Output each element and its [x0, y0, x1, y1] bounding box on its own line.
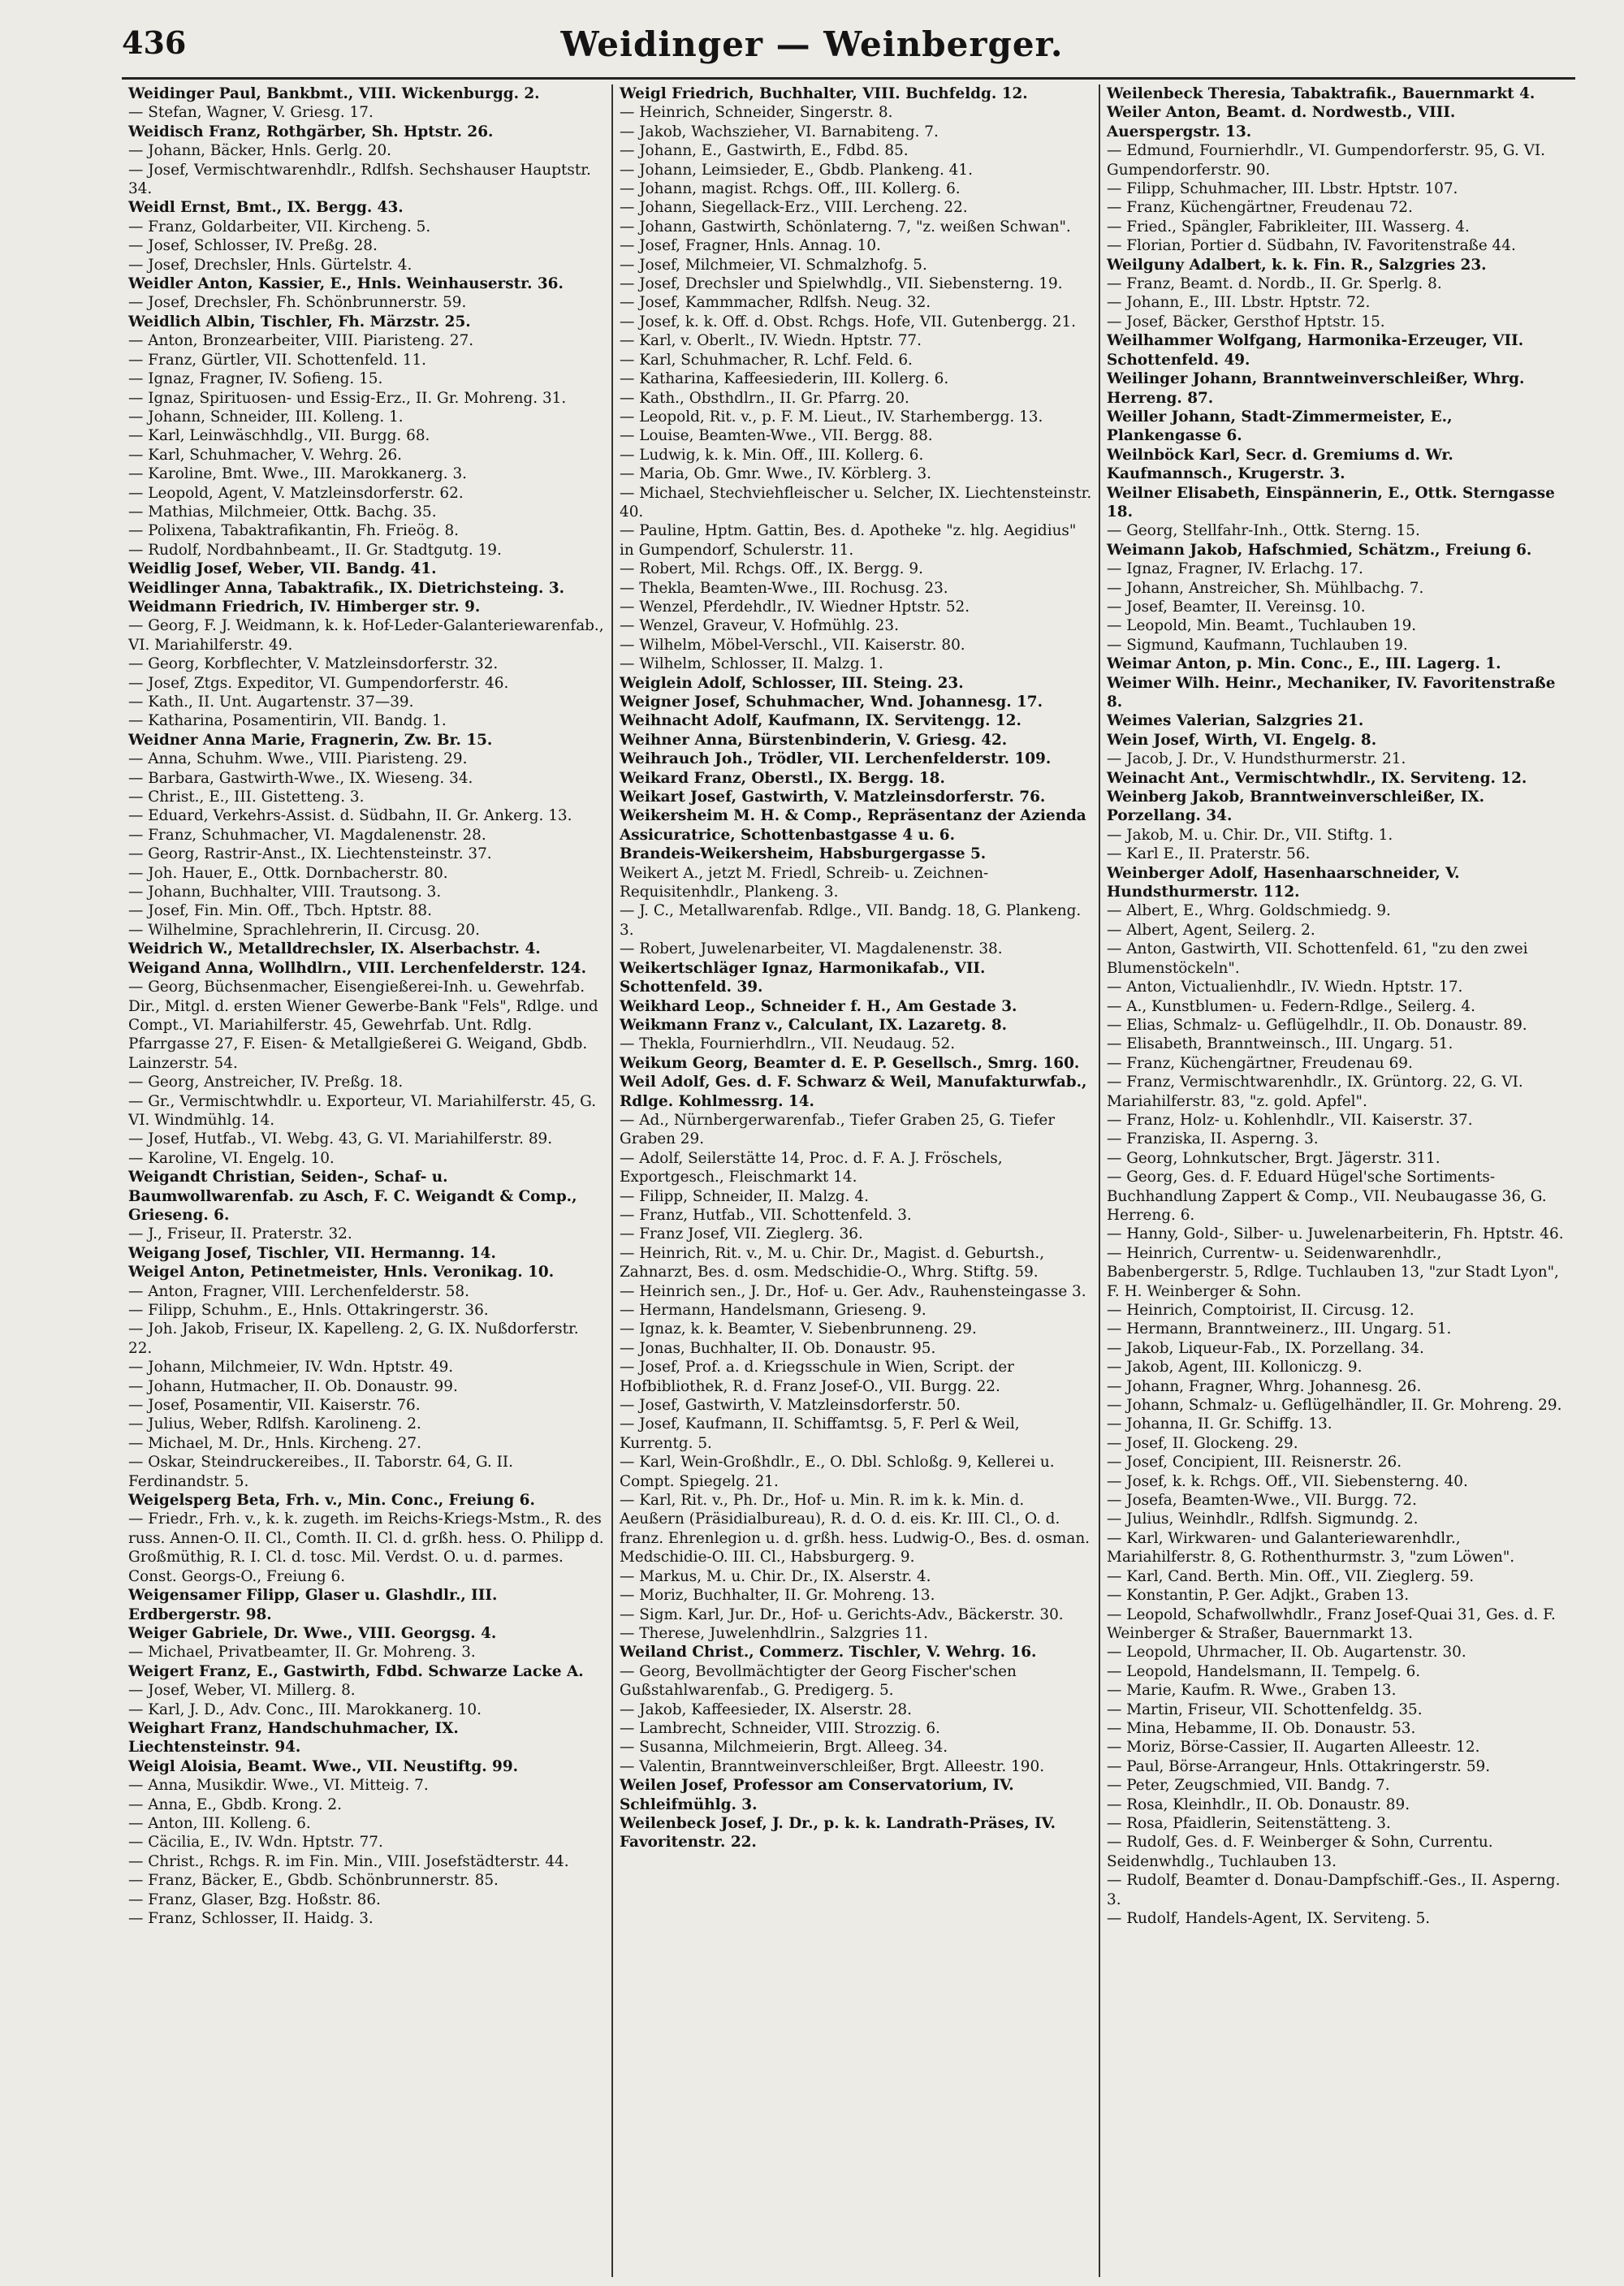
directory-entry: — Franz, Holz- u. Kohlenhdlr., VII. Kaiserstr. 37.: [1107, 1111, 1473, 1129]
directory-entry: — Konstantin, P. Ger. Adjkt., Graben 13.: [1107, 1587, 1410, 1605]
page-number: 436: [122, 24, 187, 61]
directory-entry: — Karl, Schuhmacher, R. Lchf. Feld. 6.: [620, 351, 913, 369]
directory-entry: — Jakob, Liqueur-Fab., IX. Porzellang. 34.: [1107, 1339, 1424, 1357]
directory-entry: — Franz, Glaser, Bzg. Hoßstr. 86.: [128, 1891, 381, 1908]
directory-entry-head: Weigl Friedrich, Buchhalter, VIII. Buchfeldg. 12.: [620, 85, 1028, 102]
directory-entry: — Josef, Bäcker, Gersthof Hptstr. 15.: [1107, 313, 1385, 331]
directory-entry: — Hermann, Handelsmann, Grieseng. 9.: [620, 1302, 926, 1319]
directory-entry: — Susanna, Milchmeierin, Brgt. Alleeg. 34.: [620, 1739, 948, 1757]
directory-entry-head: Weinberg Jakob, Branntweinverschleißer, IX. Porzellang. 34.: [1107, 789, 1490, 825]
directory-entry: — Johanna, II. Gr. Schiffg. 13.: [1107, 1415, 1332, 1433]
directory-entry: — Franz, Vermischtwarenhdlr., IX. Grüntorg. 22, G. VI. Mariahilferstr. 83, "z. gold. Apfel".: [1107, 1074, 1528, 1110]
directory-entry: — Florian, Portier d. Südbahn, IV. Favoritenstraße 44.: [1107, 237, 1516, 255]
directory-entry-head: Weiler Anton, Beamt. d. Nordwestb., VIII. Auerspergstr. 13.: [1107, 104, 1461, 140]
directory-entry: — Georg, Lohnkutscher, Brgt. Jägerstr. 311.: [1107, 1149, 1440, 1167]
directory-entry: — Ignaz, Fragner, IV. Sofieng. 15.: [128, 370, 383, 388]
directory-entry-head: Weiger Gabriele, Dr. Wwe., VIII. Georgsg. 4.: [128, 1624, 497, 1642]
directory-entry: — Franz, Schlosser, II. Haidg. 3.: [128, 1910, 374, 1927]
directory-entry: — Georg, Bevollmächtigter der Georg Fischer'schen Gußstahlwarenfab., G. Predigerg. 5.: [620, 1662, 1021, 1700]
directory-entry: — Josef, Drechsler, Fh. Schönbrunnerstr. 59.: [128, 294, 467, 312]
directory-entry-head: Wein Josef, Wirth, VI. Engelg. 8.: [1107, 731, 1377, 749]
directory-entry-head: Weidlich Albin, Tischler, Fh. Märzstr. 25.: [128, 313, 471, 331]
directory-entry-head: Weimar Anton, p. Min. Conc., E., III. Lagerg. 1.: [1107, 655, 1501, 673]
directory-entry-head: Weidler Anton, Kassier, E., Hnls. Weinhauserstr. 36.: [128, 275, 564, 293]
directory-entry: — Jacob, J. Dr., V. Hundsthurmerstr. 21.: [1107, 750, 1406, 768]
directory-entry: — Franz, Goldarbeiter, VII. Kircheng. 5.: [128, 218, 431, 236]
directory-entry: — Rudolf, Handels-Agent, IX. Serviteng. 5.: [1107, 1910, 1431, 1927]
directory-entry: — Anton, Gastwirth, VII. Schottenfeld. 61, "zu den zwei Blumenstöckeln".: [1107, 940, 1533, 977]
directory-entry: — Moriz, Buchhalter, II. Gr. Mohreng. 13.: [620, 1587, 935, 1605]
directory-entry: — Cäcilia, E., IV. Wdn. Hptstr. 77.: [128, 1834, 383, 1852]
directory-entry-head: Weidisch Franz, Rothgärber, Sh. Hptstr. 26.: [128, 123, 494, 140]
directory-entry: — Fried., Spängler, Fabrikleiter, III. Wasserg. 4.: [1107, 218, 1470, 236]
directory-entry: — Joh. Jakob, Friseur, IX. Kapelleng. 2, G. IX. Nußdorferstr. 22.: [128, 1320, 584, 1357]
directory-entry: — Josef, Ztgs. Expeditor, VI. Gumpendorferstr. 46.: [128, 674, 509, 692]
directory-entry: — Karl, Wein-Großhdlr., E., O. Dbl. Schloßg. 9, Kellerei u. Compt. Spiegelg. 21.: [620, 1454, 1060, 1490]
directory-entry: — Josef, Vermischtwarenhdlr., Rdlfsh. Sechshauser Hauptstr. 34.: [128, 161, 596, 198]
directory-entry: — Josef, k. k. Off. d. Obst. Rchgs. Hofe, VII. Gutenbergg. 21.: [620, 313, 1077, 331]
directory-entry: — Jakob, Agent, III. Kolloniczg. 9.: [1107, 1359, 1363, 1376]
directory-entry: — Leopold, Agent, V. Matzleinsdorferstr. 62.: [128, 484, 464, 502]
directory-entry-head: Weilnböck Karl, Secr. d. Gremiums d. Wr. Kaufmannsch., Krugerstr. 3.: [1107, 446, 1459, 483]
directory-entry: — Johann, Hutmacher, II. Ob. Donaustr. 99.: [128, 1377, 458, 1395]
directory-entry: — Christ., Rchgs. R. im Fin. Min., VIII. Josefstädterstr. 44.: [128, 1852, 569, 1870]
directory-entry-head: Weigang Josef, Tischler, VII. Hermanng. 14.: [128, 1244, 496, 1262]
directory-entry: — Wilhelm, Möbel-Verschl., VII. Kaiserstr. 80.: [620, 636, 965, 654]
directory-entry: — Edmund, Fournierhdlr., VI. Gumpendorferstr. 95, G. VI. Gumpendorferstr. 90.: [1107, 142, 1550, 179]
directory-entry: — Ignaz, k. k. Beamter, V. Siebenbrunneng. 29.: [620, 1320, 977, 1338]
directory-entry: — Mathias, Milchmeier, Ottk. Bachg. 35.: [128, 503, 437, 521]
directory-entry-head: Weikertschläger Ignaz, Harmonikafab., VII. Schottenfeld. 39.: [620, 959, 991, 996]
directory-entry: — Josef, Posamentir, VII. Kaiserstr. 76.: [128, 1397, 421, 1415]
directory-entry: — Karl E., II. Praterstr. 56.: [1107, 845, 1311, 863]
directory-entry-head: Weihnacht Adolf, Kaufmann, IX. Servitengg. 12.: [620, 712, 1021, 730]
directory-entry: — Stefan, Wagner, V. Griesg. 17.: [128, 104, 374, 122]
directory-entry: — Rosa, Kleinhdlr., II. Ob. Donaustr. 89.: [1107, 1796, 1410, 1813]
directory-entry: — Josef, Drechsler und Spielwhdlg., VII. Siebensterng. 19.: [620, 275, 1063, 293]
directory-entry: — Johann, Gastwirth, Schönlaterng. 7, "z. weißen Schwan".: [620, 218, 1071, 236]
directory-entry-head: Weilen Josef, Professor am Conservatorium, IV. Schleifmühlg. 3.: [620, 1777, 1020, 1813]
directory-entry: — Franz, Bäcker, E., Gbdb. Schönbrunnerstr. 85.: [128, 1872, 499, 1890]
directory-entry: — Georg, Büchsenmacher, Eisengießerei-Inh. u. Gewehrfab. Dir., Mitgl. d. ersten Wiener Gewerbe-Bank "Fels", Rdlge. und Compt., VI. Mariahilferstr. 45, Gewehrfab. Unt. Rdlg. Pfarrgasse 27, F. Eisen- & Metallgießerei G. Weigand, Gbdb. Lainzerstr. 54.: [128, 979, 603, 1072]
directory-entry-head: Weigand Anna, Wollhdlrn., VIII. Lerchenfelderstr. 124.: [128, 959, 586, 977]
directory-entry: — Julius, Weinhdlr., Rdlfsh. Sigmundg. 2.: [1107, 1510, 1419, 1528]
directory-entry: — Josef, Fragner, Hnls. Annag. 10.: [620, 237, 881, 255]
directory-entry-head: Weihrauch Joh., Trödler, VII. Lerchenfelderstr. 109.: [620, 750, 1052, 768]
directory-entry-head: Weihner Anna, Bürstenbinderin, V. Griesg. 42.: [620, 731, 1008, 749]
directory-entry: — Leopold, Rit. v., p. F. M. Lieut., IV. Starhembergg. 13.: [620, 408, 1043, 426]
directory-entry-head: Weidmann Friedrich, IV. Himberger str. 9.: [128, 598, 481, 616]
directory-entry: — Leopold, Min. Beamt., Tuchlauben 19.: [1107, 617, 1417, 635]
directory-columns: [122, 84, 1575, 2277]
column-2: [613, 84, 1100, 2277]
directory-entry: — Anton, III. Kolleng. 6.: [128, 1814, 311, 1832]
directory-entry-head: Weikart Josef, Gastwirth, V. Matzleinsdorferstr. 76.: [620, 789, 1046, 806]
directory-entry-head: Weimer Wilh. Heinr., Mechaniker, IV. Favoritenstraße 8.: [1107, 674, 1561, 711]
directory-entry: — Josef, Gastwirth, V. Matzleinsdorferstr. 50.: [620, 1397, 961, 1415]
directory-entry: — Heinrich, Schneider, Singerstr. 8.: [620, 104, 893, 122]
directory-entry: — Heinrich, Comptoirist, II. Circusg. 12.: [1107, 1302, 1415, 1319]
directory-entry: — Karl, Schuhmacher, V. Wehrg. 26.: [128, 446, 403, 464]
directory-entry: — Ignaz, Spirituosen- und Essig-Erz., II. Gr. Mohreng. 31.: [128, 389, 567, 407]
directory-entry: — Hermann, Branntweinerz., III. Ungarg. 51.: [1107, 1320, 1452, 1338]
directory-entry-head: Weil Adolf, Ges. d. F. Schwarz & Weil, Manufakturwfab., Rdlge. Kohlmessrg. 14.: [620, 1074, 1092, 1110]
directory-entry-head: Weighart Franz, Handschuhmacher, IX. Liechtensteinstr. 94.: [128, 1719, 464, 1757]
directory-entry-head: Weiland Christ., Commerz. Tischler, V. Wehrg. 16.: [620, 1644, 1037, 1662]
directory-entry: — Johann, Milchmeier, IV. Wdn. Hptstr. 49.: [128, 1359, 454, 1376]
directory-entry: — Elias, Schmalz- u. Geflügelhdlr., II. Ob. Donaustr. 89.: [1107, 1016, 1527, 1034]
directory-entry: — Ignaz, Fragner, IV. Erlachg. 17.: [1107, 560, 1363, 578]
directory-entry: — Anna, E., Gbdb. Krong. 2.: [128, 1796, 342, 1813]
directory-entry: — Thekla, Fournierhdlrn., VII. Neudaug. 52.: [620, 1035, 956, 1053]
directory-entry: Weikert A., jetzt M. Friedl, Schreib- u. Zeichnen-Requisitenhdlr., Plankeng. 3.: [620, 864, 989, 901]
directory-entry: — Mina, Hebamme, II. Ob. Donaustr. 53.: [1107, 1719, 1416, 1737]
directory-entry-head: Weilenbeck Theresia, Tabaktrafik., Bauernmarkt 4.: [1107, 85, 1535, 102]
directory-entry-head: Weikard Franz, Oberstl., IX. Bergg. 18.: [620, 769, 945, 787]
directory-entry: — Franz Josef, VII. Zieglerg. 36.: [620, 1225, 863, 1243]
directory-entry-head: Weigl Aloisia, Beamt. Wwe., VII. Neustiftg. 99.: [128, 1757, 519, 1775]
running-head: Weidinger — Weinberger.: [560, 24, 1064, 64]
directory-entry: — Johann, Siegellack-Erz., VIII. Lercheng. 22.: [620, 199, 968, 217]
directory-entry-head: Weilinger Johann, Branntweinverschleißer, Whrg. Herreng. 87.: [1107, 370, 1530, 407]
directory-entry: — Therese, Juwelenhdlrin., Salzgries 11.: [620, 1624, 928, 1642]
column-1: [122, 84, 613, 2277]
directory-entry-head: Weigel Anton, Petinetmeister, Hnls. Veronikag. 10.: [128, 1264, 555, 1281]
directory-entry-head: Weikhard Leop., Schneider f. H., Am Gestade 3.: [620, 997, 1017, 1015]
directory-entry: — Franz, Schuhmacher, VI. Magdalenenstr. 28.: [128, 826, 486, 844]
directory-entry: — Josefa, Beamten-Wwe., VII. Burgg. 72.: [1107, 1492, 1417, 1510]
directory-entry: — Georg, Ges. d. F. Eduard Hügel'sche Sortiments-Buchhandlung Zappert & Comp., VII. Neubaugasse 36, G. Herreng. 6.: [1107, 1169, 1552, 1224]
directory-entry: — Leopold, Uhrmacher, II. Ob. Augartenstr. 30.: [1107, 1644, 1466, 1662]
directory-entry: — Johann, E., Gastwirth, E., Fdbd. 85.: [620, 142, 909, 160]
directory-entry: — Rudolf, Ges. d. F. Weinberger & Sohn, Currentu. Seidenwhdlg., Tuchlauben 13.: [1107, 1834, 1498, 1870]
directory-entry: — Lambrecht, Schneider, VIII. Strozzig. 6.: [620, 1719, 940, 1737]
directory-entry-head: Weidlig Josef, Weber, VII. Bandg. 41.: [128, 560, 437, 578]
directory-entry: — Josef, Beamter, II. Vereinsg. 10.: [1107, 598, 1366, 616]
directory-entry: — Julius, Weber, Rdlfsh. Karolineng. 2.: [128, 1415, 421, 1433]
directory-entry: — Anton, Fragner, VIII. Lerchenfelderstr. 58.: [128, 1282, 469, 1300]
directory-entry: — Georg, F. J. Weidmann, k. k. Hof-Leder-Galanteriewarenfab., VI. Mariahilferstr. 49.: [128, 617, 609, 654]
directory-entry: — Johann, Buchhalter, VIII. Trautsong. 3.: [128, 884, 442, 901]
directory-entry: — Johann, Schneider, III. Kolleng. 1.: [128, 408, 404, 426]
directory-entry-head: Weikersheim M. H. & Comp., Repräsentanz der Azienda Assicuratrice, Schottenbastgasse 4 u. 6.: [620, 807, 1092, 844]
directory-entry: — Anna, Schuhm. Wwe., VIII. Piaristeng. 29.: [128, 750, 468, 768]
directory-entry: — Elisabeth, Branntweinsch., III. Ungarg. 51.: [1107, 1035, 1453, 1053]
directory-entry: — Katharina, Posamentirin, VII. Bandg. 1.: [128, 712, 447, 730]
directory-entry: — Polixena, Tabaktrafikantin, Fh. Frieög. 8.: [128, 522, 460, 540]
directory-entry: — Valentin, Branntweinverschleißer, Brgt. Alleestr. 190.: [620, 1757, 1045, 1775]
directory-entry: — Georg, Stellfahr-Inh., Ottk. Sterng. 15.: [1107, 522, 1420, 540]
directory-entry-head: Weinberger Adolf, Hasenhaarschneider, V. Hundsthurmerstr. 112.: [1107, 864, 1465, 901]
directory-entry: — Michael, Stechviehfleischer u. Selcher, IX. Liechtensteinstr. 40.: [620, 484, 1097, 521]
directory-entry: — Martin, Friseur, VII. Schottenfeldg. 35.: [1107, 1700, 1423, 1718]
directory-entry: — Markus, M. u. Chir. Dr., IX. Alserstr. 4.: [620, 1567, 931, 1585]
directory-entry: — Jonas, Buchhalter, II. Ob. Donaustr. 95.: [620, 1339, 936, 1357]
directory-entry-head: Weigensamer Filipp, Glaser u. Glashdlr., III. Erdbergerstr. 98.: [128, 1587, 503, 1623]
directory-entry: — Johann, magist. Rchgs. Off., III. Kollerg. 6.: [620, 180, 961, 198]
directory-entry-head: Weigner Josef, Schuhmacher, Wnd. Johannesg. 17.: [620, 694, 1043, 711]
directory-entry: — Rudolf, Beamter d. Donau-Dampfschiff.-Ges., II. Asperng. 3.: [1107, 1872, 1566, 1908]
directory-entry: — Michael, Privatbeamter, II. Gr. Mohreng. 3.: [128, 1644, 476, 1662]
directory-entry: — Josef, Kammmacher, Rdlfsh. Neug. 32.: [620, 294, 931, 312]
directory-entry: — Josef, Milchmeier, VI. Schmalzhofg. 5.: [620, 256, 927, 274]
directory-entry: — Leopold, Schafwollwhdlr., Franz Josef-Quai 31, Ges. d. F. Weinberger & Straßer, Bauernmarkt 13.: [1107, 1605, 1561, 1642]
directory-entry-head: Weimes Valerian, Salzgries 21.: [1107, 712, 1364, 730]
directory-entry: — Josef, Hutfab., VI. Webg. 43, G. VI. Mariahilferstr. 89.: [128, 1130, 553, 1148]
directory-entry: — Pauline, Hptm. Gattin, Bes. d. Apotheke "z. hlg. Aegidius" in Gumpendorf, Schulerstr. 11.: [620, 522, 1082, 559]
directory-entry: — Karl, Rit. v., Ph. Dr., Hof- u. Min. R. im k. k. Min. d. Aeußern (Präsidialbureau), R. d. O. d. eis. Kr. III. Cl., O. d. franz. Ehrenlegion u. d. grßh. hess. Ludwig-O., Bes. d. osman. Medschidie-O. III. Cl., Habsburgerg. 9.: [620, 1492, 1095, 1566]
directory-entry-head: Weilner Elisabeth, Einspännerin, E., Ottk. Sterngasse 18.: [1107, 484, 1561, 521]
directory-entry: — Albert, E., Whrg. Goldschmiedg. 9.: [1107, 902, 1391, 920]
directory-entry: — Josef, II. Glockeng. 29.: [1107, 1434, 1298, 1452]
directory-entry: — Heinrich sen., J. Dr., Hof- u. Ger. Adv., Rauhensteingasse 3.: [620, 1282, 1086, 1300]
directory-entry: — Josef, k. k. Rchgs. Off., VII. Siebensterng. 40.: [1107, 1472, 1468, 1490]
column-3: [1100, 84, 1575, 2277]
directory-entry: — Joh. Hauer, E., Ottk. Dornbacherstr. 80.: [128, 864, 448, 882]
directory-entry: — Adolf, Seilerstätte 14, Proc. d. F. A. J. Fröschels, Exportgesch., Fleischmarkt 14.: [620, 1149, 1008, 1186]
directory-entry-head: Weikmann Franz v., Calculant, IX. Lazaretg. 8.: [620, 1016, 1008, 1034]
directory-entry: — Hanny, Gold-, Silber- u. Juwelenarbeiterin, Fh. Hptstr. 46.: [1107, 1225, 1564, 1243]
directory-entry: — Jakob, M. u. Chir. Dr., VII. Stiftg. 1.: [1107, 826, 1393, 844]
directory-entry: — Anton, Bronzearbeiter, VIII. Piaristeng. 27.: [128, 332, 474, 350]
directory-entry: — Josef, Weber, VI. Millerg. 8.: [128, 1682, 356, 1700]
directory-entry: — Anton, Victualienhdlr., IV. Wiedn. Hptstr. 17.: [1107, 979, 1463, 996]
directory-entry: — Ad., Nürnbergerwarenfab., Tiefer Graben 25, G. Tiefer Graben 29.: [620, 1111, 1060, 1148]
directory-entry: — Kath., Obsthdlrn., II. Gr. Pfarrg. 20.: [620, 389, 909, 407]
directory-entry: — Josef, Schlosser, IV. Preßg. 28.: [128, 237, 378, 255]
directory-entry: — Filipp, Schuhmacher, III. Lbstr. Hptstr. 107.: [1107, 180, 1458, 198]
directory-entry: — Jakob, Wachszieher, VI. Barnabiteng. 7.: [620, 123, 939, 140]
directory-entry: — Sigmund, Kaufmann, Tuchlauben 19.: [1107, 636, 1408, 654]
directory-entry: — Johann, Schmalz- u. Geflügelhändler, II. Gr. Mohreng. 29.: [1107, 1397, 1562, 1415]
directory-entry: — Franz, Beamt. d. Nordb., II. Gr. Sperlg. 8.: [1107, 275, 1442, 293]
directory-entry-head: Weidner Anna Marie, Fragnerin, Zw. Br. 15.: [128, 731, 493, 749]
directory-entry-head: Weidrich W., Metalldrechsler, IX. Alserbachstr. 4.: [128, 940, 541, 958]
directory-entry: — Johann, Leimsieder, E., Gbdb. Plankeng. 41.: [620, 161, 973, 179]
directory-entry: — Karl, Cand. Berth. Min. Off., VII. Zieglerg. 59.: [1107, 1567, 1475, 1585]
directory-entry: — Maria, Ob. Gmr. Wwe., IV. Körblerg. 3.: [620, 465, 932, 483]
directory-entry-head: Weiglein Adolf, Schlosser, III. Steing. 23.: [620, 674, 964, 692]
directory-entry: — Sigm. Karl, Jur. Dr., Hof- u. Gerichts-Adv., Bäckerstr. 30.: [620, 1605, 1064, 1623]
directory-entry: — Louise, Beamten-Wwe., VII. Bergg. 88.: [620, 427, 933, 445]
directory-entry: — Josef, Kaufmann, II. Schiffamtsg. 5, F. Perl & Weil, Kurrentg. 5.: [620, 1415, 1025, 1452]
directory-entry: — Karoline, Bmt. Wwe., III. Marokkanerg. 3.: [128, 465, 468, 483]
directory-entry: — Johann, Bäcker, Hnls. Gerlg. 20.: [128, 142, 391, 160]
directory-entry-head: Weidlinger Anna, Tabaktrafik., IX. Dietrichsteing. 3.: [128, 579, 565, 597]
directory-entry: — Kath., II. Unt. Augartenstr. 37—39.: [128, 694, 414, 711]
directory-entry: — Filipp, Schneider, II. Malzg. 4.: [620, 1187, 869, 1205]
directory-entry: — Eduard, Verkehrs-Assist. d. Südbahn, II. Gr. Ankerg. 13.: [128, 807, 572, 825]
directory-entry: — Wilhelm, Schlosser, II. Malzg. 1.: [620, 655, 883, 673]
directory-entry: — Franz, Küchengärtner, Freudenau 72.: [1107, 199, 1413, 217]
directory-entry: — Josef, Fin. Min. Off., Tbch. Hptstr. 88.: [128, 902, 432, 920]
directory-entry: — Karl, Wirkwaren- und Galanteriewarenhdlr., Mariahilferstr. 8, G. Rothenthurmstr. 3, "zum Löwen".: [1107, 1529, 1515, 1566]
directory-entry: — Christ., E., III. Gistetteng. 3.: [128, 789, 365, 806]
directory-entry-head: Weikum Georg, Beamter d. E. P. Gesellsch., Smrg. 160.: [620, 1054, 1080, 1072]
directory-entry: — Jakob, Kaffeesieder, IX. Alserstr. 28.: [620, 1700, 912, 1718]
directory-entry-head: Weidinger Paul, Bankbmt., VIII. Wickenburgg. 2.: [128, 85, 540, 102]
header-rule: [122, 77, 1575, 80]
directory-entry: — Leopold, Handelsmann, II. Tempelg. 6.: [1107, 1662, 1421, 1680]
directory-entry-head: Weigert Franz, E., Gastwirth, Fdbd. Schwarze Lacke A.: [128, 1662, 584, 1680]
directory-entry: — Michael, M. Dr., Hnls. Kircheng. 27.: [128, 1434, 421, 1452]
directory-entry: — Peter, Zeugschmied, VII. Bandg. 7.: [1107, 1777, 1390, 1795]
directory-entry-head: Brandeis-Weikersheim, Habsburgergasse 5.: [620, 845, 987, 863]
directory-entry: — Albert, Agent, Seilerg. 2.: [1107, 921, 1315, 939]
directory-entry: — Anna, Musikdir. Wwe., VI. Mitteig. 7.: [128, 1777, 429, 1795]
directory-entry: — Thekla, Beamten-Wwe., III. Rochusg. 23.: [620, 579, 948, 597]
directory-entry-head: Weilhammer Wolfgang, Harmonika-Erzeuger, VII. Schottenfeld. 49.: [1107, 332, 1529, 369]
directory-entry: — Karl, J. D., Adv. Conc., III. Marokkanerg. 10.: [128, 1700, 482, 1718]
directory-entry: — Franz, Küchengärtner, Freudenau 69.: [1107, 1054, 1413, 1072]
directory-entry-head: Weiller Johann, Stadt-Zimmermeister, E., Plankengasse 6.: [1107, 408, 1458, 445]
directory-entry: — Johann, Anstreicher, Sh. Mühlbachg. 7.: [1107, 579, 1424, 597]
directory-entry: — Katharina, Kaffeesiederin, III. Kollerg. 6.: [620, 370, 949, 388]
directory-entry: — Filipp, Schuhm., E., Hnls. Ottakringerstr. 36.: [128, 1302, 489, 1319]
directory-entry: — Josef, Drechsler, Hnls. Gürtelstr. 4.: [128, 256, 412, 274]
directory-entry: — Robert, Mil. Rchgs. Off., IX. Bergg. 9.: [620, 560, 923, 578]
directory-entry: — Johann, E., III. Lbstr. Hptstr. 72.: [1107, 294, 1371, 312]
directory-entry: — Heinrich, Rit. v., M. u. Chir. Dr., Magist. d. Geburtsh., Zahnarzt, Bes. d. osm. Medschidie-O., Whrg. Stiftg. 59.: [620, 1244, 1049, 1281]
directory-entry: — Karoline, VI. Engelg. 10.: [128, 1149, 335, 1167]
directory-entry: — Marie, Kaufm. R. Wwe., Graben 13.: [1107, 1682, 1397, 1700]
directory-entry: — Paul, Börse-Arrangeur, Hnls. Ottakringerstr. 59.: [1107, 1757, 1491, 1775]
directory-entry-head: Weidl Ernst, Bmt., IX. Bergg. 43.: [128, 199, 404, 217]
directory-entry: — Moriz, Börse-Cassier, II. Augarten Alleestr. 12.: [1107, 1739, 1480, 1757]
directory-entry: — Ludwig, k. k. Min. Off., III. Kollerg. 6.: [620, 446, 924, 464]
directory-entry: — Georg, Korbflechter, V. Matzleinsdorferstr. 32.: [128, 655, 499, 673]
directory-entry-head: Weilenbeck Josef, J. Dr., p. k. k. Landrath-Präses, IV. Favoritenstr. 22.: [620, 1814, 1061, 1852]
directory-entry: — A., Kunstblumen- u. Federn-Rdlge., Seilerg. 4.: [1107, 997, 1475, 1015]
directory-entry: — Barbara, Gastwirth-Wwe., IX. Wieseng. 34.: [128, 769, 473, 787]
directory-entry: — Rudolf, Nordbahnbeamt., II. Gr. Stadtgutg. 19.: [128, 541, 502, 559]
directory-entry: — Franziska, II. Asperng. 3.: [1107, 1130, 1319, 1148]
directory-entry: — Friedr., Frh. v., k. k. zugeth. im Reichs-Kriegs-Mstm., R. des russ. Annen-O. II. Cl., Comth. II. Cl. d. grßh. hess. O. Philipp d. Großmüthig, R. I. Cl. d. tosc. Mil. Verdst. O. u. d. parmes. Const. Georgs-O., Freiung 6.: [128, 1510, 609, 1585]
directory-entry: — Karl, Leinwäschhdlg., VII. Burgg. 68.: [128, 427, 430, 445]
directory-entry-head: Weigelsperg Beta, Frh. v., Min. Conc., Freiung 6.: [128, 1492, 535, 1510]
directory-entry: — J. C., Metallwarenfab. Rdlge., VII. Bandg. 18, G. Plankeng. 3.: [620, 902, 1086, 939]
directory-entry-head: Weilguny Adalbert, k. k. Fin. R., Salzgries 23.: [1107, 256, 1487, 274]
directory-entry: — Josef, Concipient, III. Reisnerstr. 26.: [1107, 1454, 1402, 1471]
directory-entry: — Josef, Prof. a. d. Kriegsschule in Wien, Script. der Hofbibliothek, R. d. Franz Josef-O., VII. Burgg. 22.: [620, 1359, 1019, 1395]
directory-entry: — Oskar, Steindruckereibes., II. Taborstr. 64, G. II. Ferdinandstr. 5.: [128, 1454, 518, 1490]
directory-entry: — Wenzel, Graveur, V. Hofmühlg. 23.: [620, 617, 899, 635]
directory-entry: — Rosa, Pfaidlerin, Seitenstätteng. 3.: [1107, 1814, 1391, 1832]
directory-entry-head: Weimann Jakob, Hafschmied, Schätzm., Freiung 6.: [1107, 541, 1532, 559]
directory-entry: — Heinrich, Currentw- u. Seidenwarenhdlr., Babenbergerstr. 5, Rdlge. Tuchlauben 13, "zur Stadt Lyon", F. H. Weinberger & Sohn.: [1107, 1244, 1564, 1300]
directory-entry: — Franz, Gürtler, VII. Schottenfeld. 11.: [128, 351, 427, 369]
directory-entry: — Robert, Juwelenarbeiter, VI. Magdalenenstr. 38.: [620, 940, 1003, 958]
directory-entry: — Georg, Rastrir-Anst., IX. Liechtensteinstr. 37.: [128, 845, 492, 863]
directory-entry: — Karl, v. Oberlt., IV. Wiedn. Hptstr. 77.: [620, 332, 922, 350]
directory-entry: — Gr., Vermischtwhdlr. u. Exporteur, VI. Mariahilferstr. 45, G. VI. Windmühlg. 14.: [128, 1092, 601, 1129]
directory-entry-head: Weinacht Ant., Vermischtwhdlr., IX. Serviteng. 12.: [1107, 769, 1527, 787]
directory-entry: — Wilhelmine, Sprachlehrerin, II. Circusg. 20.: [128, 921, 480, 939]
directory-entry: — Franz, Hutfab., VII. Schottenfeld. 3.: [620, 1206, 912, 1224]
directory-entry: — J., Friseur, II. Praterstr. 32.: [128, 1225, 352, 1243]
directory-entry: — Johann, Fragner, Whrg. Johannesg. 26.: [1107, 1377, 1422, 1395]
directory-entry-head: Weigandt Christian, Seiden-, Schaf- u. Baumwollwarenfab. zu Asch, F. C. Weigandt & Comp., Grieseng. 6.: [128, 1169, 582, 1224]
directory-entry: — Georg, Anstreicher, IV. Preßg. 18.: [128, 1074, 404, 1091]
directory-entry: — Wenzel, Pferdehdlr., IV. Wiedner Hptstr. 52.: [620, 598, 970, 616]
